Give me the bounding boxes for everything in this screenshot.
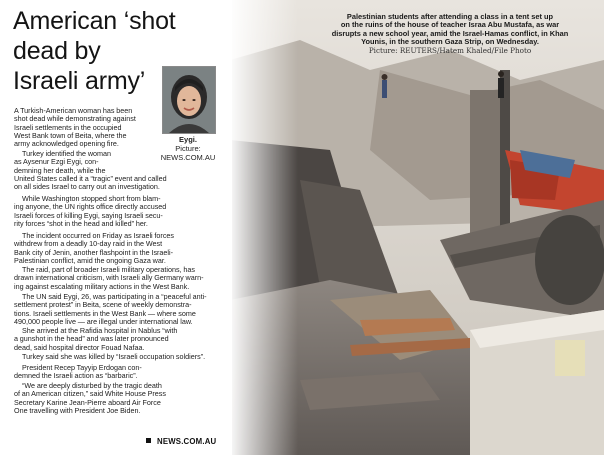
text-line: She arrived at the Rafidia hospital in Nablus “with xyxy=(22,327,178,335)
portrait-credit-source: NEWS.COM.AU xyxy=(160,153,216,162)
portrait-name: Eygi. xyxy=(179,135,197,144)
text-line: settlement protest” in Beita, scene of weekly demonstra- xyxy=(14,301,192,310)
footer-source xyxy=(146,437,216,446)
caption-line: on the ruins of the house of teacher Israa Abu Mustafa, as war xyxy=(340,20,560,30)
portrait-credit: Picture: xyxy=(175,144,201,153)
text-line: 490,000 people live — are illegal under international law. xyxy=(14,317,193,326)
text-line: withdrew from a deadly 10-day raid in the West xyxy=(14,240,163,249)
text-line: Bank city of Jenin, another flashpoint in the Israeli- xyxy=(14,248,174,257)
text-line: President Recep Tayyip Erdogan con- xyxy=(22,364,142,372)
text-line: Palestinian conflict, amid the ongoing Gaza war. xyxy=(14,256,166,265)
article-paragraph xyxy=(14,107,154,148)
text-line: dead, said hospital director Fouad Nafaa. xyxy=(14,343,145,352)
article-paragraph xyxy=(14,382,218,415)
article-paragraph xyxy=(14,293,218,326)
portrait-photo xyxy=(162,66,216,134)
square-bullet-icon xyxy=(146,438,151,443)
text-line: as Aysenur Ezgi Eygi, con- xyxy=(14,158,99,167)
article-paragraph xyxy=(14,266,218,291)
text-line: Turkey identified the woman xyxy=(22,150,112,158)
text-line: tions. Israeli settlements in the West Bank — where some xyxy=(14,309,196,318)
text-line: ing against escalating military actions in the West Bank. xyxy=(14,282,190,291)
text-line: on all sides Israel to carry out an investigation. xyxy=(14,183,160,192)
text-line: West Bank town of Beita, where the xyxy=(14,131,127,140)
photo-caption xyxy=(300,13,600,55)
article-paragraph xyxy=(14,232,218,265)
caption-credit: Picture: REUTERS/Hatem Khaled/File Photo xyxy=(368,45,532,55)
text-line: demned the Israeli action as “barbaric”. xyxy=(14,372,138,381)
article-paragraph xyxy=(14,150,218,191)
article-paragraph xyxy=(14,327,218,352)
text-line: rity forces “shot in the head and killed” her. xyxy=(14,219,148,228)
caption-line: disrupts a new school year, amid the Israel-Hamas conflict, in Khan xyxy=(331,28,569,38)
headline-line: American ‘shot xyxy=(13,7,176,35)
text-line: The raid, part of broader Israeli military operations, has xyxy=(22,266,195,274)
text-line: ing anyone, the UN rights office directly accused xyxy=(14,203,167,212)
text-line: army acknowledged opening fire. xyxy=(14,140,119,149)
footer-source-text: NEWS.COM.AU xyxy=(157,437,217,446)
text-line: The incident occurred on Friday as Israeli forces xyxy=(22,232,175,240)
article-paragraph xyxy=(14,195,218,228)
text-line: shot dead while demonstrating against xyxy=(14,115,136,124)
text-line: One travelling with President Joe Biden. xyxy=(14,406,141,415)
headline-line: Israeli army’ xyxy=(13,67,146,95)
text-line: While Washington stopped short from blam- xyxy=(22,195,161,203)
caption-line: Palestinian students after attending a class in a tent set up xyxy=(346,12,554,21)
caption-line: Younis, in the southern Gaza Strip, on Wednesday. xyxy=(361,37,539,47)
text-line: Israeli forces of killing Eygi, saying Israeli secu- xyxy=(14,211,163,220)
text-line: United States called it a “tragic” event and called xyxy=(14,174,167,183)
text-line: Turkey said she was killed by “Israeli occupation soldiers”. xyxy=(22,353,206,361)
text-line: demning her death, while the xyxy=(14,166,106,175)
article-paragraph xyxy=(14,364,218,381)
text-line: drawn international criticism, with Israeli ally Germany warn- xyxy=(14,274,204,283)
text-line: Secretary Karine Jean-Pierre aboard Air Force xyxy=(14,398,161,407)
text-line: Israeli settlements in the occupied xyxy=(14,123,122,132)
text-line: The UN said Eygi, 26, was participating in a “peaceful anti- xyxy=(22,293,207,301)
article-paragraph xyxy=(14,353,218,361)
text-line: a gunshot in the head” and was later pronounced xyxy=(14,335,169,344)
text-line: of an American citizen,” said White House Press xyxy=(14,390,166,399)
headline-line: dead by xyxy=(13,37,101,65)
text-line: A Turkish-American woman has been xyxy=(14,107,133,115)
text-line: “We are deeply disturbed by the tragic death xyxy=(22,382,162,390)
